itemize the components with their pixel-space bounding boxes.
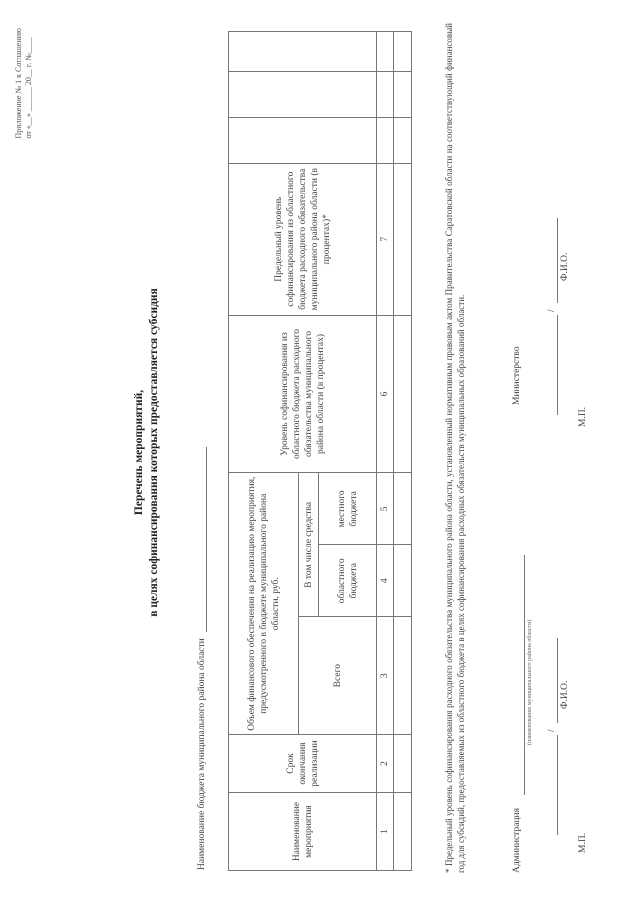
col-number-6: 6 xyxy=(377,315,394,473)
col-number-10 xyxy=(377,32,394,72)
appendix-line-1: Приложение № 1 к Соглашению xyxy=(14,28,23,139)
col-number-8 xyxy=(377,117,394,163)
admin-fio-label: Ф.И.О. xyxy=(560,680,570,709)
admin-slash: / xyxy=(547,729,557,732)
administration-caption: (наименование муниципального района области) xyxy=(527,619,533,745)
budget-name-blank xyxy=(196,447,207,632)
col-number-2: 2 xyxy=(377,735,394,793)
ministry-fio-label: Ф.И.О. xyxy=(560,252,570,281)
admin-fio-line xyxy=(557,638,558,723)
header-regional-budget: областного бюджета xyxy=(319,545,377,617)
ministry-slash: / xyxy=(547,309,557,312)
budget-name-field xyxy=(196,447,207,870)
header-total: Всего xyxy=(299,617,377,735)
header-cofinancing-level: Уровень софинансирования из областного бюджета расходного обязательства муниципального района области (в процентах) xyxy=(229,315,377,473)
ministry-fio-line xyxy=(557,218,558,303)
budget-name-label: Наименование бюджета муниципального района области xyxy=(197,638,207,870)
col-number-4: 4 xyxy=(377,545,394,617)
header-empty-1 xyxy=(229,117,377,163)
administration-label: Администрация xyxy=(512,808,522,873)
table-row xyxy=(394,32,412,871)
col-number-1: 1 xyxy=(377,793,394,871)
col-number-5: 5 xyxy=(377,473,394,545)
appendix-note xyxy=(14,28,34,138)
col-number-9 xyxy=(377,71,394,117)
header-including: В том числе средства xyxy=(299,473,319,617)
appendix-line-2: от «__» ______ 20__ г. №____ xyxy=(24,37,33,139)
footnote: * Предельный уровень софинансирования расходного обязательства муниципального района области, установленный нормативным правовым актом Правительства Саратовской области на соответствующий финансовый год для субсидий, предоставляемых из областного бюджета в целях софинансирования расходных обязательств муниципальных образований области. xyxy=(444,23,466,873)
document-title: Перечень мероприятий, xyxy=(133,389,145,516)
col-number-3: 3 xyxy=(377,617,394,735)
col-number-7: 7 xyxy=(377,163,394,315)
header-limit-level: Предельный уровень софинансирования из областного бюджета расходного обязательства муниципального района области (в процентах)* xyxy=(229,163,377,315)
activities-table xyxy=(228,31,412,871)
header-volume: Объем финансового обеспечения на реализацию мероприятия, предусмотренного в бюджете муниципального района области, руб. xyxy=(229,473,299,735)
header-term: Срок окончания реализации xyxy=(229,735,377,793)
admin-signature-line xyxy=(557,735,558,835)
header-activity-name: Наименование мероприятия xyxy=(229,793,377,871)
ministry-stamp-place: М.П. xyxy=(578,406,588,427)
document-subtitle: в целях софинансирования которых предоставляется субсидия xyxy=(148,288,160,617)
ministry-label: Министерство xyxy=(512,346,522,405)
administration-name-line xyxy=(524,555,525,795)
header-local-budget: местного бюджета xyxy=(319,473,377,545)
header-empty-3 xyxy=(229,32,377,72)
ministry-signature-line xyxy=(557,315,558,415)
admin-stamp-place: М.П. xyxy=(578,832,588,853)
header-empty-2 xyxy=(229,71,377,117)
